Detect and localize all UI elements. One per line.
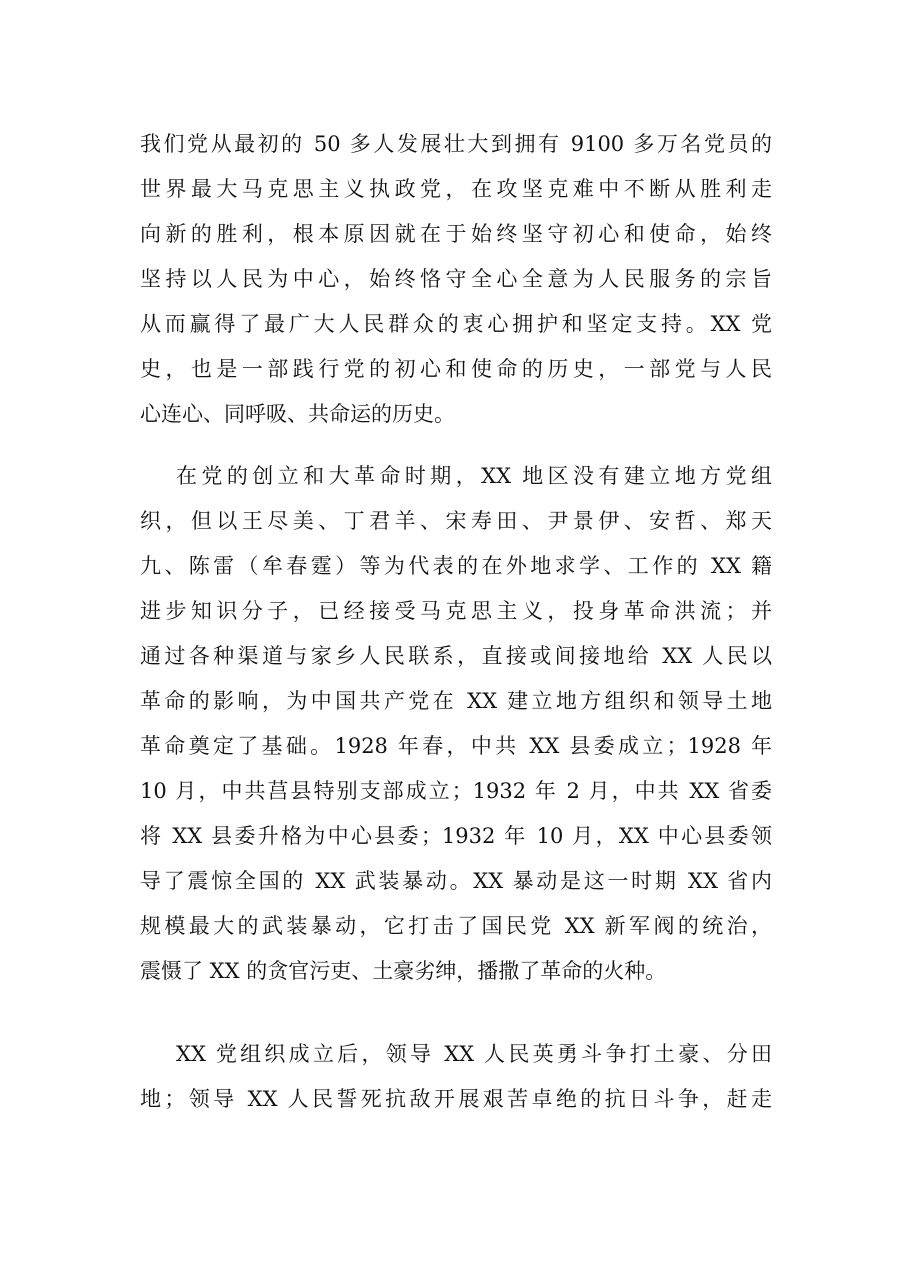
paragraph-2-line-12: 震慑了 XX 的贪官污吏、土豪劣绅，播撒了革命的火种。: [140, 959, 667, 983]
paragraph-2-line-1: 在党的创立和大革命时期，XX 地区没有建立地方党组: [176, 464, 772, 488]
paragraph-2-line-4: 进步知识分子，已经接受马克思主义，投身革命洪流；并: [140, 599, 772, 623]
paragraph-2-line-7: 革命奠定了基础。1928 年春，中共 XX 县委成立；1928 年: [140, 734, 772, 758]
paragraph-2-line-10: 导了震惊全国的 XX 武装暴动。XX 暴动是这一时期 XX 省内: [140, 869, 772, 893]
paragraph-1-line-2: 世界最大马克思主义执政党，在攻坚克难中不断从胜利走: [140, 177, 772, 201]
paragraph-2-line-3: 九、陈雷（牟春霆）等为代表的在外地求学、工作的 XX 籍: [140, 554, 772, 578]
paragraph-1-line-1: 我们党从最初的 50 多人发展壮大到拥有 9100 多万名党员的: [140, 132, 772, 156]
paragraph-2-line-2: 织，但以王尽美、丁君羊、宋寿田、尹景伊、安哲、郑天: [140, 509, 772, 533]
paragraph-2-line-9: 将 XX 县委升格为中心县委；1932 年 10 月，XX 中心县委领: [140, 824, 772, 848]
paragraph-1-line-5: 从而赢得了最广大人民群众的衷心拥护和坚定支持。XX 党: [140, 312, 772, 336]
paragraph-2-line-5: 通过各种渠道与家乡人民联系，直接或间接地给 XX 人民以: [140, 644, 772, 668]
paragraph-2-line-8: 10 月，中共莒县特别支部成立；1932 年 2 月，中共 XX 省委: [140, 779, 772, 803]
paragraph-1-line-7: 心连心、同呼吸、共命运的历史。: [140, 402, 455, 426]
paragraph-2-line-11: 规模最大的武装暴动，它打击了国民党 XX 新军阀的统治，: [140, 914, 772, 938]
paragraph-1-line-4: 坚持以人民为中心，始终恪守全心全意为人民服务的宗旨: [140, 267, 772, 291]
paragraph-3-line-1: XX 党组织成立后，领导 XX 人民英勇斗争打土豪、分田: [176, 1042, 772, 1066]
paragraph-1-line-3: 向新的胜利，根本原因就在于始终坚守初心和使命，始终: [140, 222, 772, 246]
paragraph-2-line-6: 革命的影响，为中国共产党在 XX 建立地方组织和领导土地: [140, 689, 772, 713]
paragraph-3-line-2: 地；领导 XX 人民誓死抗敌开展艰苦卓绝的抗日斗争，赶走: [140, 1087, 772, 1111]
paragraph-1-line-6: 史，也是一部践行党的初心和使命的历史，一部党与人民: [140, 357, 772, 381]
